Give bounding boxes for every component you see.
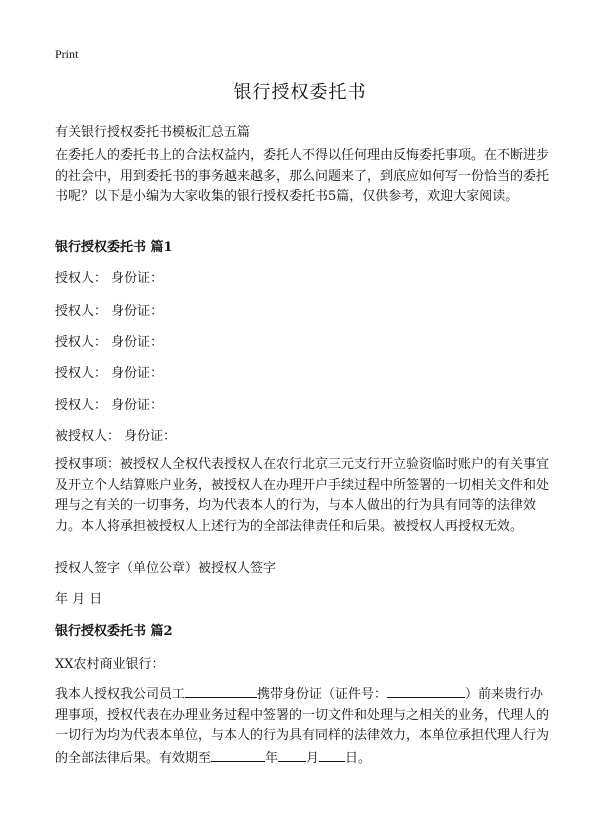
bank-addressee: XX农村商业银行： bbox=[55, 657, 165, 672]
intro-paragraph: 在委托人的委托书上的合法权益内，委托人不得以任何理由反悔委托事项。在不断进步的社会中，用到委托书的事务越来越多，那么问题来了，到底应如何写一份恰当的委托书呢？以下是小编为大家收集的银行授权委托书5篇，仅供参考，欢迎大家阅读。 bbox=[55, 148, 550, 204]
section-1-heading: 银行授权委托书 篇1 bbox=[55, 240, 173, 255]
id-number-blank bbox=[387, 683, 465, 698]
authorizer-row: 授权人： 身份证： bbox=[55, 271, 164, 286]
body-text: 月 bbox=[306, 750, 320, 766]
authorized-person-row: 被授权人： 身份证： bbox=[55, 429, 177, 444]
body-text: 我本人授权我公司员工 bbox=[55, 687, 186, 702]
day-blank bbox=[319, 747, 345, 762]
document-title: 银行授权委托书 bbox=[233, 82, 367, 103]
body-text: 携带身份证（证件号： bbox=[257, 687, 388, 702]
body-text: 年 bbox=[265, 750, 279, 766]
authorizer-row: 授权人： 身份证： bbox=[55, 366, 164, 381]
print-link[interactable]: Print bbox=[55, 47, 79, 61]
employee-name-blank bbox=[185, 683, 257, 698]
signature-line: 授权人签字（单位公章）被授权人签字 bbox=[55, 561, 277, 576]
document-subtitle: 有关银行授权委托书模板汇总五篇 bbox=[55, 125, 251, 140]
authorizer-row: 授权人： 身份证： bbox=[55, 304, 164, 319]
year-blank bbox=[211, 747, 265, 762]
body-text: 日。 bbox=[345, 750, 372, 766]
authorizer-row: 授权人： 身份证： bbox=[55, 398, 164, 413]
section-2-heading: 银行授权委托书 篇2 bbox=[55, 624, 173, 639]
body-text: ）前来贵行办理事项，授权代表在办理业务过程中签署的一切文件和处理与之相关的业务，代理人的一切行为均为代表本单位，与本人的行为具有同样的法律效力，本单位承担代理人行为的全部法律后果。有效期至 bbox=[55, 687, 550, 766]
authorizer-row: 授权人： 身份证： bbox=[55, 335, 164, 350]
section-2-body-paragraph bbox=[55, 683, 550, 769]
authorization-matters-paragraph: 授权事项：被授权人全权代表授权人在农行北京三元支行开立验资临时账户的有关事宜及开立个人结算账户业务，被授权人在办理开户手续过程中所签署的一切相关文件和处理与之有关的一切事务，均为代表本人的行为，与本人做出的行为具有同等的法律效力。本人将承担被授权人上述行为的全部法律责任和后果。被授权人再授权无效。 bbox=[55, 457, 550, 534]
month-blank bbox=[278, 747, 306, 762]
date-line: 年 月 日 bbox=[55, 592, 103, 607]
